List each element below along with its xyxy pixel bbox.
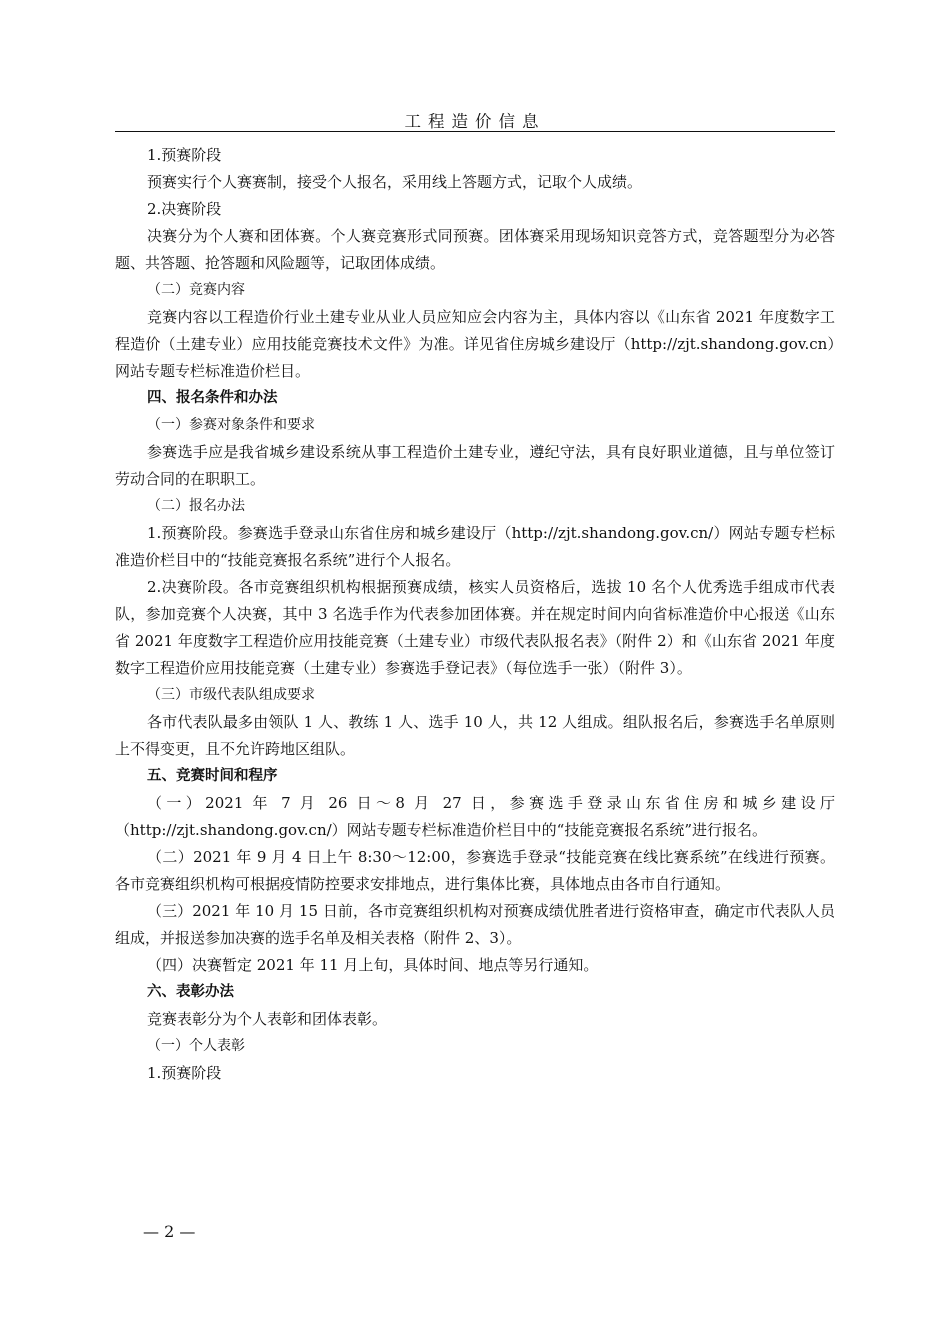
subsection-heading: （一）参赛对象条件和要求 <box>147 417 315 433</box>
section-heading: 五、竞赛时间和程序 <box>147 768 278 784</box>
paragraph: 1.预赛阶段 <box>147 146 222 164</box>
paragraph: （四）决赛暂定 2021 年 11 月上旬，具体时间、地点等另行通知。 <box>147 956 599 974</box>
paragraph: 1.预赛阶段。参赛选手登录山东省住房和城乡建设厅（http://zjt.shandong.gov.cn/）网站专题专栏标准造价栏目中的“技能竞赛报名系统”进行个人报名。 <box>115 524 835 569</box>
paragraph: 预赛实行个人赛赛制，接受个人报名，采用线上答题方式，记取个人成绩。 <box>147 173 643 191</box>
paragraph: 各市代表队最多由领队 1 人、教练 1 人、选手 10 人，共 12 人组成。组队报名后，参赛选手名单原则上不得变更，且不允许跨地区组队。 <box>115 713 835 758</box>
paragraph: （二）2021 年 9 月 4 日上午 8:30～12:00，参赛选手登录“技能竞赛在线比赛系统”在线进行预赛。各市竞赛组织机构可根据疫情防控要求安排地点，进行集体比赛，具体地点由各市自行通知。 <box>115 848 835 893</box>
paragraph: 竞赛表彰分为个人表彰和团体表彰。 <box>147 1010 388 1028</box>
paragraph: 参赛选手应是我省城乡建设系统从事工程造价土建专业，遵纪守法，具有良好职业道德，且与单位签订劳动合同的在职职工。 <box>115 443 835 488</box>
page-header-title: 工程造价信息 <box>404 112 546 131</box>
subsection-heading: （三）市级代表队组成要求 <box>147 687 315 703</box>
paragraph: 决赛分为个人赛和团体赛。个人赛竞赛形式同预赛。团体赛采用现场知识竞答方式，竞答题型分为必答题、共答题、抢答题和风险题等，记取团体成绩。 <box>115 227 835 272</box>
paragraph: 2.决赛阶段 <box>147 200 222 218</box>
paragraph: （三）2021 年 10 月 15 日前，各市竞赛组织机构对预赛成绩优胜者进行资格审查，确定市代表队人员组成，并报送参加决赛的选手名单及相关表格（附件 2、3）。 <box>115 902 835 947</box>
paragraph: （一）2021 年 7 月 26 日～8 月 27 日，参赛选手登录山东省住房和城乡建设厅（http://zjt.shandong.gov.cn/）网站专题专栏标准造价栏目中的“技能竞赛报名系统”进行报名。 <box>115 794 835 839</box>
subsection-heading: （一）个人表彰 <box>147 1038 245 1054</box>
section-heading: 四、报名条件和办法 <box>147 390 278 406</box>
paragraph: 1.预赛阶段 <box>147 1064 222 1082</box>
subsection-heading: （二）竞赛内容 <box>147 282 245 298</box>
section-heading: 六、表彰办法 <box>147 984 234 1000</box>
paragraph: 竞赛内容以工程造价行业土建专业从业人员应知应会内容为主，具体内容以《山东省 2021 年度数字工程造价（土建专业）应用技能竞赛技术文件》为准。详见省住房城乡建设厅（http://zjt.shandong.gov.cn）网站专题专栏标准造价栏目。 <box>115 308 835 380</box>
subsection-heading: （二）报名办法 <box>147 498 245 514</box>
document-body <box>115 142 835 1087</box>
page-number: — 2 — <box>143 1222 196 1241</box>
paragraph: 2.决赛阶段。各市竞赛组织机构根据预赛成绩，核实人员资格后，选拔 10 名个人优秀选手组成市代表队，参加竞赛个人决赛，其中 3 名选手作为代表参加团体赛。并在规定时间内向省标准造价中心报送《山东省 2021 年度数字工程造价应用技能竞赛（土建专业）市级代表队报名表》（附件 2）和《山东省 2021 年度数字工程造价应用技能竞赛（土建专业）参赛选手登记表》（每位选手一张）（附件 3）。 <box>115 578 835 677</box>
header-divider <box>115 131 835 132</box>
